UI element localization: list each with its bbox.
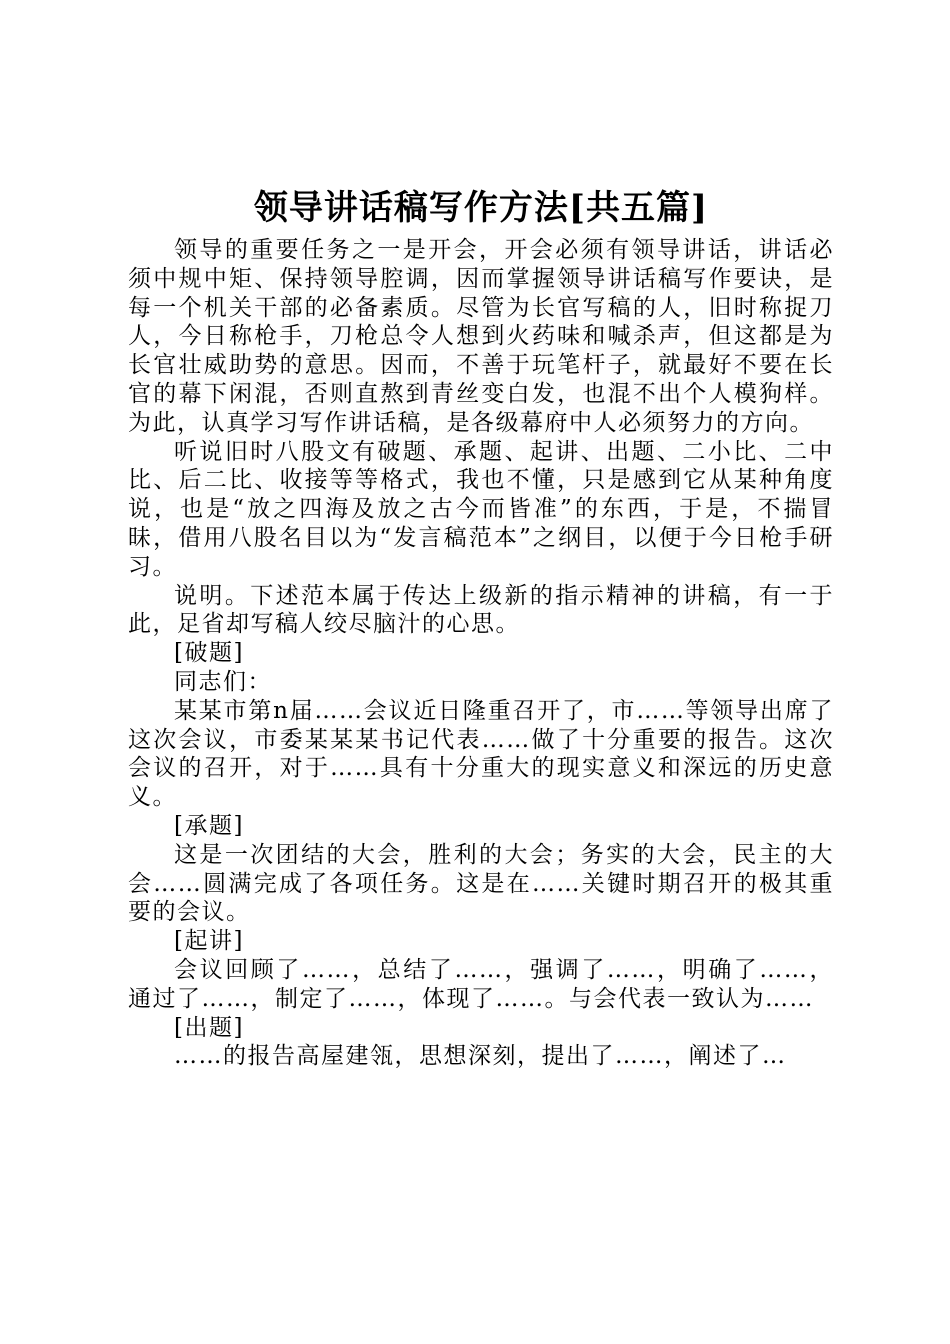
- section-heading-chengti: [承题]: [174, 812, 244, 839]
- intro-paragraph-2: 听说旧时八股文有破题、承题、起讲、出题、二小比、二中比、后二比、收接等等格式，我也不懂，只是感到它从某种角度说，也是“放之四海及放之古今而皆准”的东西，于是，不揣冒昧，借用八股名目以为“发言稿范本”之纲目，以便于今日枪手研习。: [128, 438, 834, 580]
- section-heading-chuti: [出题]: [174, 1014, 244, 1041]
- document-body: [128, 186, 834, 1071]
- section-heading-poti: [破题]: [174, 640, 244, 667]
- intro-paragraph-3: 说明。下述范本属于传达上级新的指示精神的讲稿，有一于此，足省却写稿人绞尽脑汁的心思。: [128, 582, 834, 638]
- intro-paragraph-1: 领导的重要任务之一是开会，开会必须有领导讲话，讲话必须中规中矩、保持领导腔调，因而掌握领导讲话稿写作要诀，是每一个机关干部的必备素质。尽管为长官写稿的人，旧时称捉刀人，今日称枪手，刀枪总令人想到火药味和喊杀声，但这都是为长官壮威助势的意思。因而，不善于玩笔杆子，就最好不要在长官的幕下闲混，否则直熬到青丝变白发，也混不出个人模狗样。为此，认真学习写作讲话稿，是各级幕府中人必须努力的方向。: [128, 237, 834, 436]
- section-qijiang-paragraph: 会议回顾了……，总结了……，强调了……，明确了……，通过了……，制定了……，体现了……。与会代表一致认为……: [128, 956, 834, 1012]
- section-poti-salutation: 同志们：: [174, 668, 272, 695]
- section-heading-qijiang: [起讲]: [174, 928, 244, 955]
- section-chuti-paragraph: ……的报告高屋建瓴，思想深刻，提出了……，阐述了…: [174, 1043, 787, 1070]
- document-title: 领导讲话稿写作方法[共五篇]: [253, 188, 709, 228]
- section-chengti-paragraph: 这是一次团结的大会，胜利的大会；务实的大会，民主的大会……圆满完成了各项任务。这是在……关键时期召开的极其重要的会议。: [128, 841, 834, 926]
- section-poti-paragraph: 某某市第n届……会议近日隆重召开了，市……等领导出席了这次会议，市委某某某书记代表……做了十分重要的报告。这次会议的召开，对于……具有十分重大的现实意义和深远的历史意义。: [128, 697, 834, 811]
